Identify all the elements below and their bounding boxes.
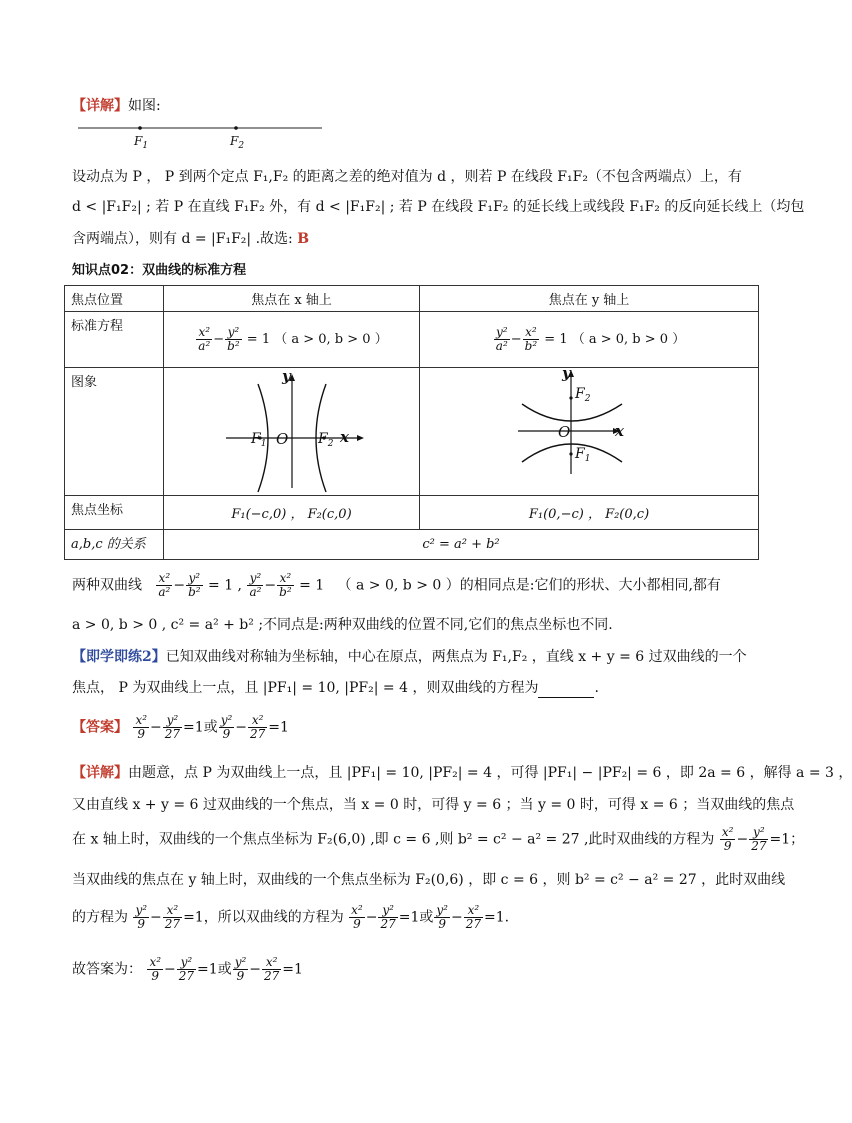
detail2-line3: 在 x 轴上时，双曲线的一个焦点坐标为 F₂(6,0) ,即 c = 6 ,则 b² = c² − a² = 27 ,此时双曲线的方程为 $\frac{\text{x²}}{9}$ − $\frac{\text{y²}}{27}$ =1；: [72, 825, 805, 853]
answer-line: 【答案】 $\frac{\text{x²}}{9}$ − $\frac{\text{y²}}{27}$ =1或 $\frac{\text{y²}}{9}$ − $\frac{\text{x²}}{27}$ =1: [72, 713, 289, 741]
graph-y-y-axis-label: y: [562, 364, 571, 382]
detail1-line1: 设动点为 P ， P 到两个定点 F₁,F₂ 的距离之差的绝对值为 d ，则若 P 在线段 F₁F₂（不包含两端点）上，有: [72, 169, 742, 185]
graph-x-origin-label: O: [276, 430, 289, 448]
header-y-axis: 焦点在 y 轴上: [420, 286, 759, 312]
detail1-choice: B: [297, 231, 310, 247]
figure-f1-label: $F_1$: [134, 134, 149, 151]
detail2-line2: 又由直线 x + y = 6 过双曲线的一个焦点，当 x = 0 时，可得 y = 6 ；当 y = 0 时，可得 x = 6 ；当双曲线的焦点: [72, 797, 795, 813]
answer-blank: [538, 683, 594, 698]
table-header-row: [65, 286, 759, 312]
detail1-line2: d < |F₁F₂| ; 若 P 在直线 F₁F₂ 外，有 d < |F₁F₂| ; 若 P 在线段 F₁F₂ 的延长线上或线段 F₁F₂ 的反向延长线上（均包: [72, 199, 805, 215]
detail2-line1: 【详解】由题意，点 P 为双曲线上一点，且 |PF₁| = 10, |PF₂| = 4 ，可得 |PF₁| − |PF₂| = 6 ，即 2a = 6 ，解得 a = 3 ，: [72, 765, 852, 781]
foci-y: F₁(0,−c) ， F₂(0,c): [420, 496, 759, 530]
table-row-relation: [65, 530, 759, 560]
eq-y-hyperbola: $\frac{\text{y²}}{\text{a²}}$ − $\frac{\text{x²}}{\text{b²}}$ = 1 （ a > 0, b > 0 ）: [420, 312, 759, 368]
final-answer-line: 故答案为： $\frac{\text{x²}}{9}$ − $\frac{\text{y²}}{27}$ =1或 $\frac{\text{y²}}{9}$ − $\frac{\text{x²}}{27}$ =1: [72, 955, 303, 983]
row-label-standard: 标准方程: [65, 312, 164, 368]
row-label-graph: 图象: [65, 368, 164, 496]
detail2-line4: 当双曲线的焦点在 y 轴上时，双曲线的一个焦点坐标为 F₂(0,6) ，即 c = 6 ，则 b² = c² − a² = 27 ，此时双曲线: [72, 872, 786, 888]
section-title: 知识点02：双曲线的标准方程: [72, 263, 247, 278]
detail-label: 【详解】: [72, 98, 128, 114]
graph-y-f2-label: $F_2$: [575, 386, 591, 404]
practice-line2: 焦点， P 为双曲线上一点，且 |PF₁| = 10, |PF₂| = 4 ，则双曲线的方程为 .: [72, 680, 599, 696]
segment-figure: [76, 118, 326, 152]
point-f1: [138, 126, 142, 130]
compare-line1: 两种双曲线 $\frac{\text{x²}}{\text{a²}}$ − $\frac{\text{y²}}{\text{b²}}$ = 1 , $\frac{\text{y²}}{\text{a²}}$ − $\frac{\text{x²}}{\text{b²}}$ = 1 （ a > 0, b > 0 ）的相同点是:它们的形状、大小都相同,都有: [72, 571, 721, 599]
table-row-graph: [65, 368, 759, 496]
detail2-line5: 的方程为 $\frac{\text{y²}}{9}$ − $\frac{\text{x²}}{27}$ =1，所以双曲线的方程为 $\frac{\text{x²}}{9}$ − $\frac{\text{y²}}{27}$ =1或 $\frac{\text{y²}}{9}$ − $\frac{\text{x²}}{27}$ =1.: [72, 903, 510, 931]
graph-y-f1-label: $F_1$: [575, 446, 591, 464]
header-x-axis: 焦点在 x 轴上: [164, 286, 420, 312]
practice-line1: 【即学即练2】已知双曲线对称轴为坐标轴，中心在原点，两焦点为 F₁,F₂ ，直线 x + y = 6 过双曲线的一个: [72, 649, 747, 665]
graph-y-x-axis-label: x: [615, 422, 624, 440]
header-focus-position: 焦点位置: [65, 286, 164, 312]
graph-y-origin-label: O: [558, 423, 571, 441]
eq-x-hyperbola: $\frac{\text{x²}}{\text{a²}}$ − $\frac{\text{y²}}{\text{b²}}$ = 1 （ a > 0, b > 0 ）: [164, 312, 420, 368]
row-label-relation: a,b,c 的关系: [65, 530, 164, 560]
graph-x-x-axis-label: x: [340, 428, 349, 446]
detail1-line3: 含两端点），则有 d = |F₁F₂| .故选: B: [72, 231, 310, 247]
answer-label: 【答案】: [72, 719, 128, 736]
detail-intro: 如图:: [128, 98, 161, 114]
hyperbola-standard-table: [64, 285, 759, 560]
compare-line2: a > 0, b > 0 , c² = a² + b² ;不同点是:两种双曲线的位置不同,它们的焦点坐标也不同.: [72, 617, 613, 633]
table-row-foci: [65, 496, 759, 530]
point-f2: [234, 126, 238, 130]
graph-x-f1-label: $F_1$: [251, 431, 267, 449]
foci-x: F₁(−c,0) ， F₂(c,0): [164, 496, 420, 530]
relation-value: c² = a² + b²: [164, 530, 759, 560]
figure-f2-label: $F_2$: [230, 134, 245, 151]
practice-label: 【即学即练2】: [72, 649, 166, 665]
graph-x-y-axis-label: y: [282, 367, 291, 385]
graph-x-f2-label: $F_2$: [318, 431, 334, 449]
detail2-label: 【详解】: [72, 765, 128, 781]
table-row-standard-equation: [65, 312, 759, 368]
row-label-foci: 焦点坐标: [65, 496, 164, 530]
detail1-heading: [72, 96, 161, 116]
